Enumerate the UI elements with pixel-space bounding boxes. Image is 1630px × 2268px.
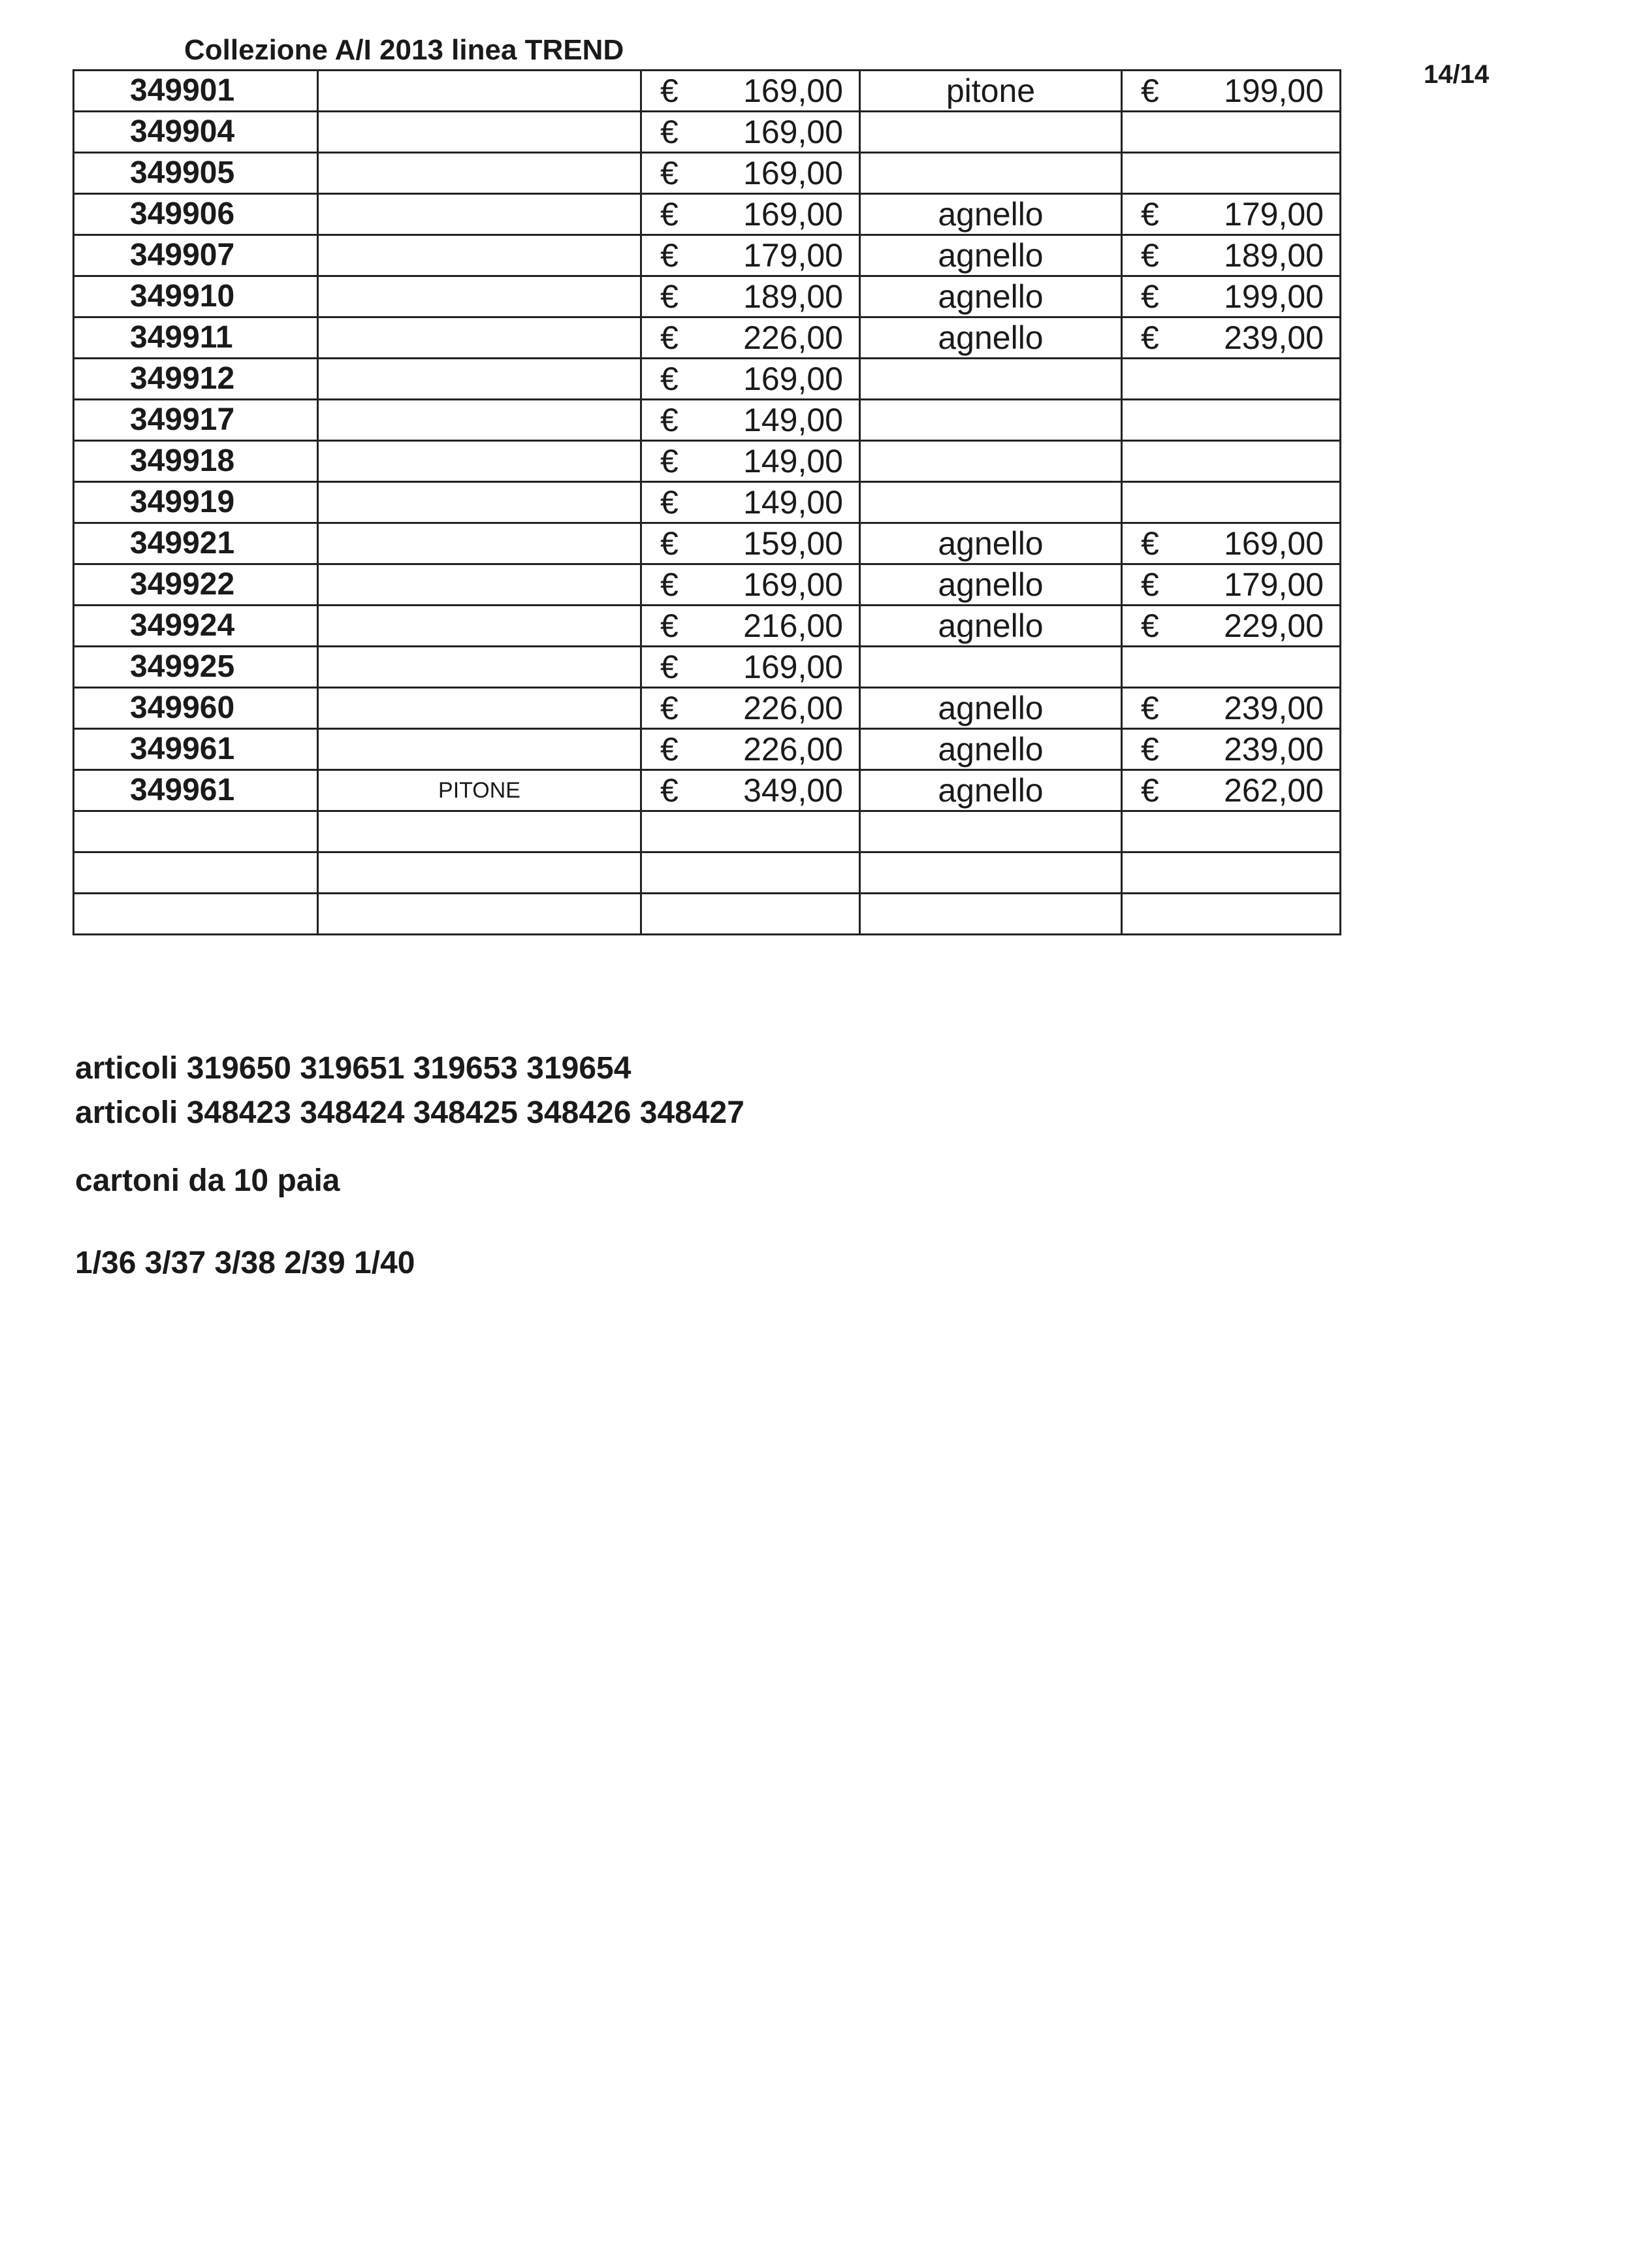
table-row bbox=[74, 317, 1341, 359]
currency-symbol: € bbox=[660, 608, 679, 644]
article-description bbox=[318, 564, 641, 606]
currency-symbol: € bbox=[660, 73, 679, 109]
currency-symbol: € bbox=[1141, 731, 1159, 768]
price-amount: 149,00 bbox=[743, 484, 843, 521]
alt-material bbox=[860, 852, 1122, 894]
alt-material bbox=[860, 359, 1122, 400]
base-price bbox=[641, 153, 860, 194]
alt-price bbox=[1122, 894, 1341, 935]
alt-material bbox=[860, 647, 1122, 688]
article-description bbox=[318, 688, 641, 729]
base-price bbox=[641, 523, 860, 564]
base-price bbox=[641, 647, 860, 688]
price-amount: 189,00 bbox=[1224, 237, 1324, 274]
article-description bbox=[318, 606, 641, 647]
currency-symbol: € bbox=[660, 196, 679, 233]
article-description bbox=[318, 235, 641, 276]
price-amount: 169,00 bbox=[743, 361, 843, 397]
table-row bbox=[74, 606, 1341, 647]
alt-material: agnello bbox=[860, 194, 1122, 235]
table-row bbox=[74, 153, 1341, 194]
price-amount: 179,00 bbox=[1224, 566, 1324, 603]
article-description bbox=[318, 894, 641, 935]
currency-symbol: € bbox=[660, 361, 679, 397]
article-description bbox=[318, 523, 641, 564]
currency-symbol: € bbox=[1141, 608, 1159, 644]
currency-symbol: € bbox=[1141, 566, 1159, 603]
article-code: 349917 bbox=[74, 400, 318, 441]
currency-symbol: € bbox=[1141, 525, 1159, 562]
alt-price bbox=[1122, 71, 1341, 112]
currency-symbol: € bbox=[660, 566, 679, 603]
article-description bbox=[318, 811, 641, 852]
currency-symbol: € bbox=[1141, 73, 1159, 109]
table-row bbox=[74, 770, 1341, 811]
alt-price bbox=[1122, 194, 1341, 235]
base-price bbox=[641, 235, 860, 276]
currency-symbol: € bbox=[1141, 278, 1159, 315]
table-row bbox=[74, 400, 1341, 441]
price-amount: 149,00 bbox=[743, 402, 843, 438]
price-amount: 169,00 bbox=[1224, 525, 1324, 562]
price-amount: 189,00 bbox=[743, 278, 843, 315]
price-amount: 262,00 bbox=[1224, 772, 1324, 809]
article-code: 349906 bbox=[74, 194, 318, 235]
price-amount: 226,00 bbox=[743, 319, 843, 356]
sizes-note: 1/36 3/37 3/38 2/39 1/40 bbox=[75, 1246, 415, 1280]
alt-price bbox=[1122, 276, 1341, 317]
base-price bbox=[641, 276, 860, 317]
alt-price bbox=[1122, 852, 1341, 894]
alt-price bbox=[1122, 153, 1341, 194]
article-description bbox=[318, 317, 641, 359]
currency-symbol: € bbox=[1141, 319, 1159, 356]
currency-symbol: € bbox=[660, 649, 679, 685]
alt-price bbox=[1122, 770, 1341, 811]
base-price bbox=[641, 729, 860, 770]
alt-price bbox=[1122, 400, 1341, 441]
price-amount: 349,00 bbox=[743, 772, 843, 809]
articles-note-1: articoli 319650 319651 319653 319654 bbox=[75, 1051, 631, 1086]
currency-symbol: € bbox=[660, 731, 679, 768]
base-price bbox=[641, 564, 860, 606]
article-code: 349907 bbox=[74, 235, 318, 276]
currency-symbol: € bbox=[660, 114, 679, 150]
document-title: Collezione A/I 2013 linea TREND bbox=[184, 34, 624, 66]
price-amount: 159,00 bbox=[743, 525, 843, 562]
alt-material: agnello bbox=[860, 523, 1122, 564]
table-row bbox=[74, 852, 1341, 894]
price-amount: 239,00 bbox=[1224, 319, 1324, 356]
base-price bbox=[641, 194, 860, 235]
price-amount: 169,00 bbox=[743, 73, 843, 109]
article-description bbox=[318, 852, 641, 894]
alt-material bbox=[860, 153, 1122, 194]
base-price bbox=[641, 112, 860, 153]
alt-material: agnello bbox=[860, 729, 1122, 770]
alt-material: agnello bbox=[860, 606, 1122, 647]
price-table bbox=[72, 69, 1341, 935]
alt-material bbox=[860, 112, 1122, 153]
price-amount: 229,00 bbox=[1224, 608, 1324, 644]
alt-material: agnello bbox=[860, 317, 1122, 359]
article-code: 349904 bbox=[74, 112, 318, 153]
base-price bbox=[641, 688, 860, 729]
base-price bbox=[641, 770, 860, 811]
article-description bbox=[318, 112, 641, 153]
article-code: 349961 bbox=[74, 770, 318, 811]
article-code: 349912 bbox=[74, 359, 318, 400]
article-code bbox=[74, 852, 318, 894]
base-price bbox=[641, 359, 860, 400]
table-row bbox=[74, 688, 1341, 729]
alt-material: agnello bbox=[860, 770, 1122, 811]
currency-symbol: € bbox=[660, 525, 679, 562]
base-price bbox=[641, 441, 860, 482]
table-row bbox=[74, 523, 1341, 564]
price-amount: 169,00 bbox=[743, 649, 843, 685]
currency-symbol: € bbox=[660, 402, 679, 438]
alt-price bbox=[1122, 235, 1341, 276]
article-code bbox=[74, 894, 318, 935]
price-amount: 199,00 bbox=[1224, 73, 1324, 109]
article-description bbox=[318, 400, 641, 441]
article-code: 349918 bbox=[74, 441, 318, 482]
base-price bbox=[641, 852, 860, 894]
article-description bbox=[318, 359, 641, 400]
article-code: 349960 bbox=[74, 688, 318, 729]
table-row bbox=[74, 729, 1341, 770]
base-price bbox=[641, 482, 860, 523]
base-price bbox=[641, 894, 860, 935]
currency-symbol: € bbox=[660, 319, 679, 356]
table-row bbox=[74, 811, 1341, 852]
alt-material bbox=[860, 811, 1122, 852]
base-price bbox=[641, 71, 860, 112]
table-row bbox=[74, 647, 1341, 688]
currency-symbol: € bbox=[660, 443, 679, 479]
alt-price bbox=[1122, 359, 1341, 400]
article-code: 349921 bbox=[74, 523, 318, 564]
article-description bbox=[318, 153, 641, 194]
article-code: 349961 bbox=[74, 729, 318, 770]
alt-price bbox=[1122, 482, 1341, 523]
price-amount: 239,00 bbox=[1224, 731, 1324, 768]
table-row bbox=[74, 276, 1341, 317]
alt-price bbox=[1122, 441, 1341, 482]
currency-symbol: € bbox=[660, 278, 679, 315]
price-amount: 169,00 bbox=[743, 155, 843, 191]
alt-price bbox=[1122, 811, 1341, 852]
currency-symbol: € bbox=[660, 237, 679, 274]
article-code: 349922 bbox=[74, 564, 318, 606]
article-code: 349924 bbox=[74, 606, 318, 647]
table-row bbox=[74, 71, 1341, 112]
article-code: 349910 bbox=[74, 276, 318, 317]
currency-symbol: € bbox=[660, 155, 679, 191]
article-code: 349925 bbox=[74, 647, 318, 688]
price-amount: 199,00 bbox=[1224, 278, 1324, 315]
price-amount: 226,00 bbox=[743, 690, 843, 726]
articles-note-2: articoli 348423 348424 348425 348426 348427 bbox=[75, 1095, 744, 1130]
alt-material: agnello bbox=[860, 276, 1122, 317]
base-price bbox=[641, 317, 860, 359]
page-number: 14/14 bbox=[1424, 60, 1490, 89]
price-amount: 149,00 bbox=[743, 443, 843, 479]
alt-price bbox=[1122, 112, 1341, 153]
price-amount: 179,00 bbox=[743, 237, 843, 274]
article-code: 349919 bbox=[74, 482, 318, 523]
article-description: PITONE bbox=[318, 770, 641, 811]
price-amount: 169,00 bbox=[743, 196, 843, 233]
alt-price bbox=[1122, 729, 1341, 770]
base-price bbox=[641, 400, 860, 441]
alt-material bbox=[860, 894, 1122, 935]
table-row bbox=[74, 482, 1341, 523]
article-description bbox=[318, 441, 641, 482]
article-description bbox=[318, 482, 641, 523]
table-row bbox=[74, 441, 1341, 482]
article-code: 349901 bbox=[74, 71, 318, 112]
currency-symbol: € bbox=[1141, 772, 1159, 809]
table-row bbox=[74, 194, 1341, 235]
alt-material: agnello bbox=[860, 235, 1122, 276]
base-price bbox=[641, 606, 860, 647]
alt-material bbox=[860, 482, 1122, 523]
alt-price bbox=[1122, 564, 1341, 606]
alt-material: agnello bbox=[860, 564, 1122, 606]
article-description bbox=[318, 71, 641, 112]
price-amount: 239,00 bbox=[1224, 690, 1324, 726]
price-amount: 226,00 bbox=[743, 731, 843, 768]
alt-material bbox=[860, 441, 1122, 482]
alt-material: agnello bbox=[860, 688, 1122, 729]
article-code bbox=[74, 811, 318, 852]
currency-symbol: € bbox=[660, 772, 679, 809]
currency-symbol: € bbox=[660, 690, 679, 726]
price-amount: 216,00 bbox=[743, 608, 843, 644]
table-row bbox=[74, 359, 1341, 400]
currency-symbol: € bbox=[660, 484, 679, 521]
table-row bbox=[74, 112, 1341, 153]
currency-symbol: € bbox=[1141, 237, 1159, 274]
alt-material bbox=[860, 400, 1122, 441]
currency-symbol: € bbox=[1141, 690, 1159, 726]
alt-price bbox=[1122, 606, 1341, 647]
table-row bbox=[74, 564, 1341, 606]
packaging-note: cartoni da 10 paia bbox=[75, 1163, 340, 1198]
article-description bbox=[318, 647, 641, 688]
alt-material: pitone bbox=[860, 71, 1122, 112]
currency-symbol: € bbox=[1141, 196, 1159, 233]
article-description bbox=[318, 729, 641, 770]
alt-price bbox=[1122, 523, 1341, 564]
price-amount: 169,00 bbox=[743, 566, 843, 603]
article-code: 349905 bbox=[74, 153, 318, 194]
price-amount: 179,00 bbox=[1224, 196, 1324, 233]
table-row bbox=[74, 894, 1341, 935]
article-description bbox=[318, 194, 641, 235]
alt-price bbox=[1122, 688, 1341, 729]
alt-price bbox=[1122, 317, 1341, 359]
alt-price bbox=[1122, 647, 1341, 688]
article-code: 349911 bbox=[74, 317, 318, 359]
table-row bbox=[74, 235, 1341, 276]
price-amount: 169,00 bbox=[743, 114, 843, 150]
base-price bbox=[641, 811, 860, 852]
article-description bbox=[318, 276, 641, 317]
